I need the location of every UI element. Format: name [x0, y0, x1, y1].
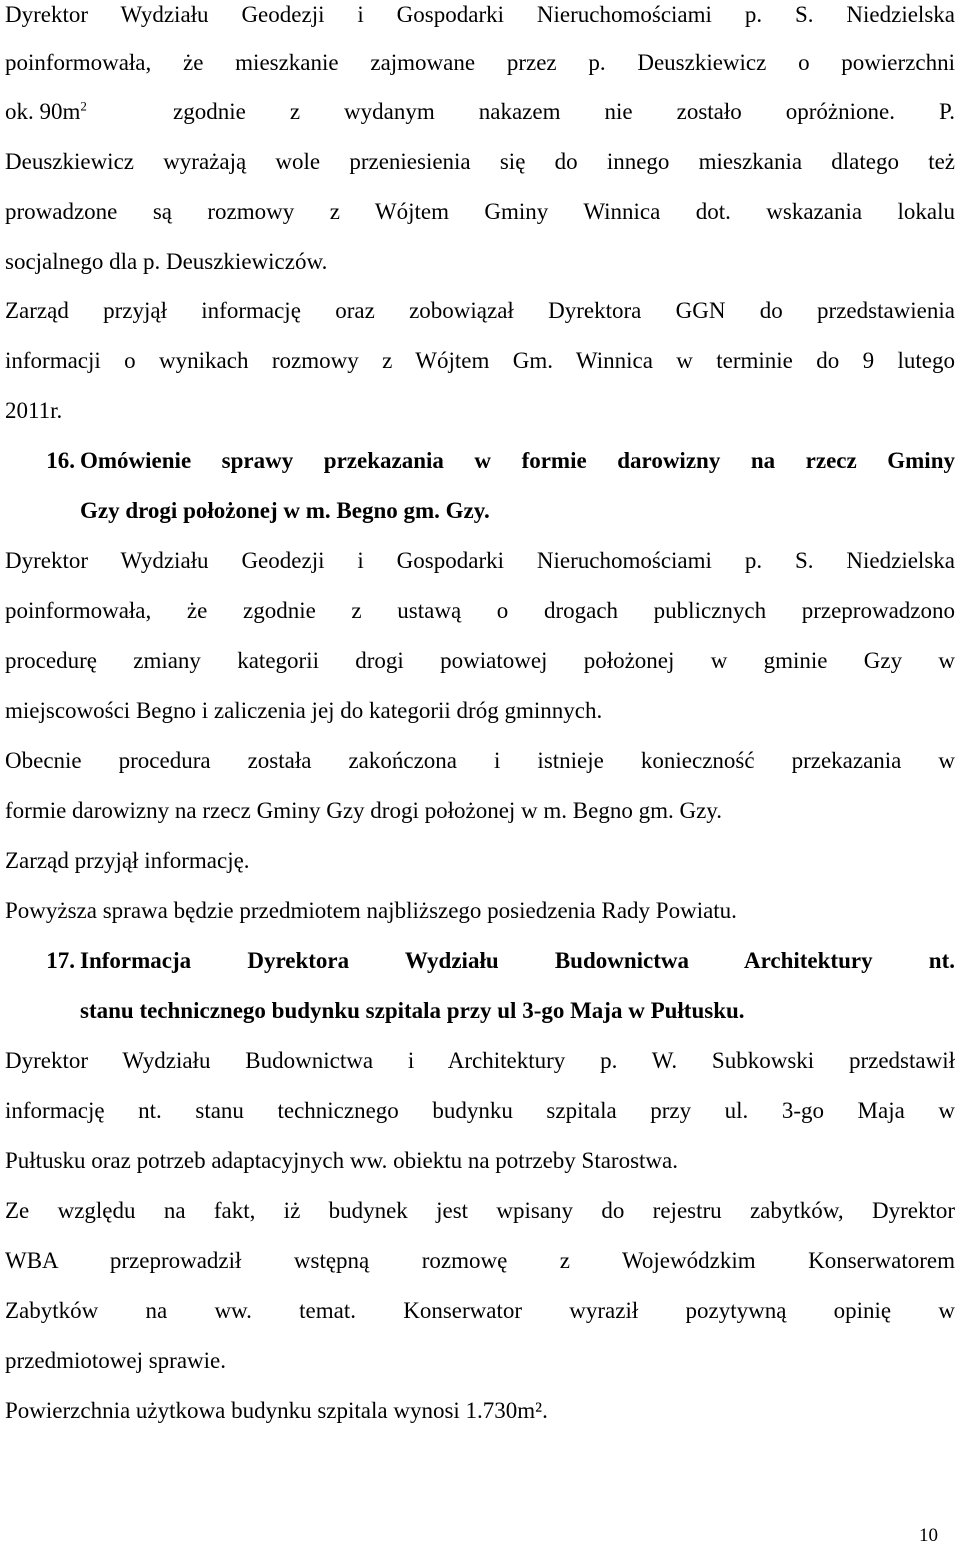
paragraph-line: Dyrektor Wydziału Geodezji i Gospodarki Nieruchomościami p. S. Niedzielska [5, 2, 955, 27]
paragraph-line: poinformowała, że mieszkanie zajmowane przez p. Deuszkiewicz o powierzchni [5, 50, 955, 75]
agenda-item-16-heading [5, 446, 955, 476]
agenda-item-17-heading [5, 946, 955, 976]
item-title: Informacja Dyrektora Wydziału Budownictwa Architektury nt. [80, 948, 955, 973]
paragraph-line: 2011r. [5, 398, 63, 423]
text-segment: ok. 90m [5, 99, 81, 124]
paragraph-line: informacji o wynikach rozmowy z Wójtem Gm. Winnica w terminie do 9 lutego [5, 348, 955, 373]
item-title-continued: stanu technicznego budynku szpitala przy ul 3-go Maja w Pułtusku. [80, 998, 745, 1023]
paragraph-line: Powierzchnia użytkowa budynku szpitala wynosi 1.730m². [5, 1398, 548, 1423]
paragraph-line: poinformowała, że zgodnie z ustawą o drogach publicznych przeprowadzono [5, 598, 955, 623]
superscript: 2 [80, 98, 87, 114]
paragraph-line: Ze względu na fakt, iż budynek jest wpisany do rejestru zabytków, Dyrektor [5, 1198, 955, 1223]
paragraph-line: prowadzone są rozmowy z Wójtem Gminy Winnica dot. wskazania lokalu [5, 199, 955, 224]
paragraph-line: przedmiotowej sprawie. [5, 1348, 226, 1373]
paragraph-line: miejscowości Begno i zaliczenia jej do kategorii dróg gminnych. [5, 698, 603, 723]
item-title: Omówienie sprawy przekazania w formie darowizny na rzecz Gminy [80, 448, 955, 473]
paragraph-line [5, 97, 955, 127]
paragraph-line: Zarząd przyjął informację oraz zobowiązał Dyrektora GGN do przedstawienia [5, 298, 955, 323]
text-segment: zgodnie z wydanym nakazem nie zostało opróżnione. P. [173, 99, 955, 124]
paragraph-line: informację nt. stanu technicznego budynku szpitala przy ul. 3-go Maja w [5, 1098, 955, 1123]
paragraph-line: Deuszkiewicz wyrażają wole przeniesienia się do innego mieszkania dlatego też [5, 149, 955, 174]
paragraph-line: Dyrektor Wydziału Budownictwa i Architektury p. W. Subkowski przedstawił [5, 1048, 955, 1073]
paragraph-line: procedurę zmiany kategorii drogi powiatowej położonej w gminie Gzy w [5, 648, 955, 673]
paragraph-line: Zabytków na ww. temat. Konserwator wyraził pozytywną opinię w [5, 1298, 955, 1323]
paragraph-line: socjalnego dla p. Deuszkiewiczów. [5, 249, 328, 274]
item-title-continued: Gzy drogi położonej w m. Begno gm. Gzy. [80, 498, 490, 523]
item-number: 16. [46, 448, 75, 473]
page-number: 10 [919, 1525, 938, 1546]
paragraph-line: Obecnie procedura została zakończona i istnieje konieczność przekazania w [5, 748, 955, 773]
paragraph-line: formie darowizny na rzecz Gminy Gzy drogi położonej w m. Begno gm. Gzy. [5, 798, 723, 823]
item-number: 17. [46, 948, 75, 973]
paragraph-line: Pułtusku oraz potrzeb adaptacyjnych ww. obiektu na potrzeby Starostwa. [5, 1148, 678, 1173]
paragraph-line: Zarząd przyjął informację. [5, 848, 250, 873]
paragraph-line: Dyrektor Wydziału Geodezji i Gospodarki Nieruchomościami p. S. Niedzielska [5, 548, 955, 573]
paragraph-line: WBA przeprowadził wstępną rozmowę z Wojewódzkim Konserwatorem [5, 1248, 955, 1273]
paragraph-line: Powyższa sprawa będzie przedmiotem najbliższego posiedzenia Rady Powiatu. [5, 898, 737, 923]
